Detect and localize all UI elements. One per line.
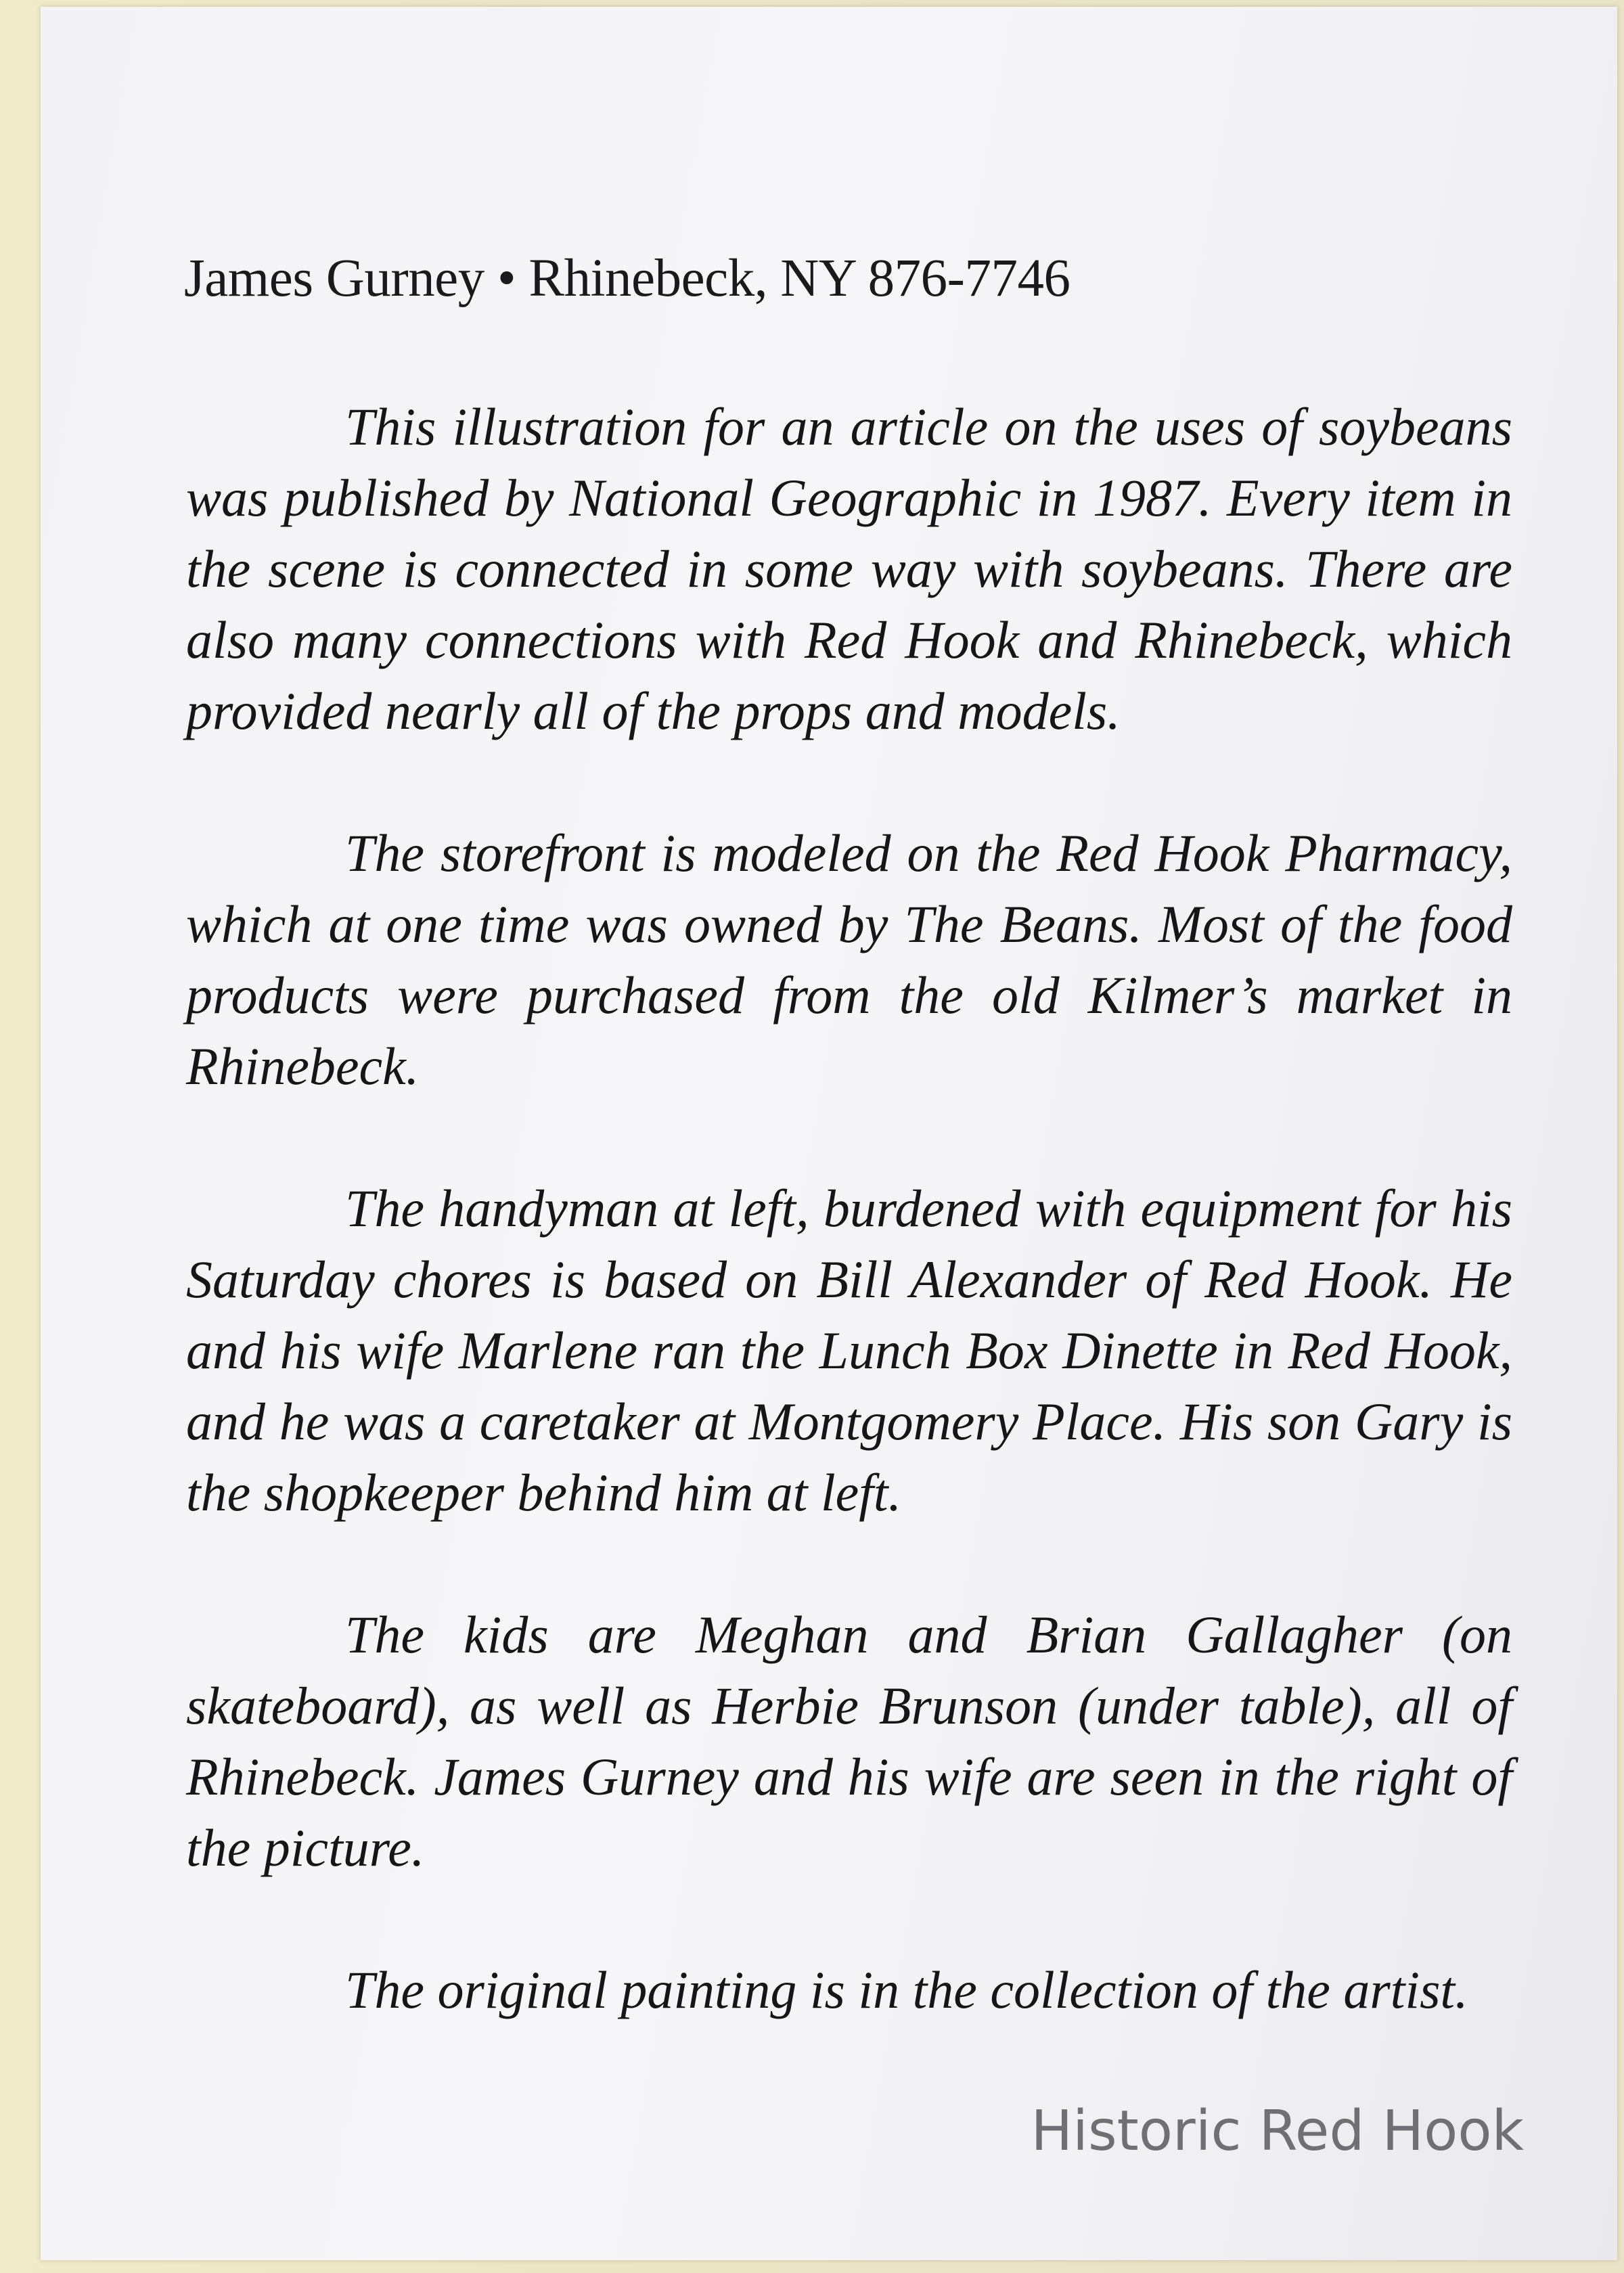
paragraph-original-painting: The original painting is in the collection of the artist. (345, 1960, 1468, 2019)
document-heading: James Gurney • Rhinebeck, NY 876-7746 (184, 249, 1070, 308)
paragraph-storefront: The storefront is modeled on the Red Hook Pharmacy, which at one time was owned by The Beans. Most of the food products were purchased from the old Kilmer’s market in Rhinebeck. (186, 824, 1512, 1096)
document-body (186, 391, 1512, 2025)
paper-sheet (41, 7, 1617, 2260)
paragraph-kids: The kids are Meghan and Brian Gallagher (on skateboard), as well as Herbie Brunson (under table), all of Rhinebeck. James Gurney and his wife are seen in the right of the picture. (186, 1605, 1512, 1877)
paragraph-illustration: This illustration for an article on the uses of soybeans was published by National Geographic in 1987. Every item in the scene is connected in some way with soybeans. There are also many connections with Red Hook and Rhinebeck, which provided nearly all of the props and models. (186, 397, 1512, 740)
watermark-text: Historic Red Hook (1031, 2099, 1524, 2163)
paragraph-handyman: The handyman at left, burdened with equipment for his Saturday chores is based on Bill Alexander of Red Hook. He and his wife Marlene ran the Lunch Box Dinette in Red Hook, and he was a caretaker at Montgomery Place. His son Gary is the shopkeeper behind him at left. (186, 1179, 1512, 1522)
